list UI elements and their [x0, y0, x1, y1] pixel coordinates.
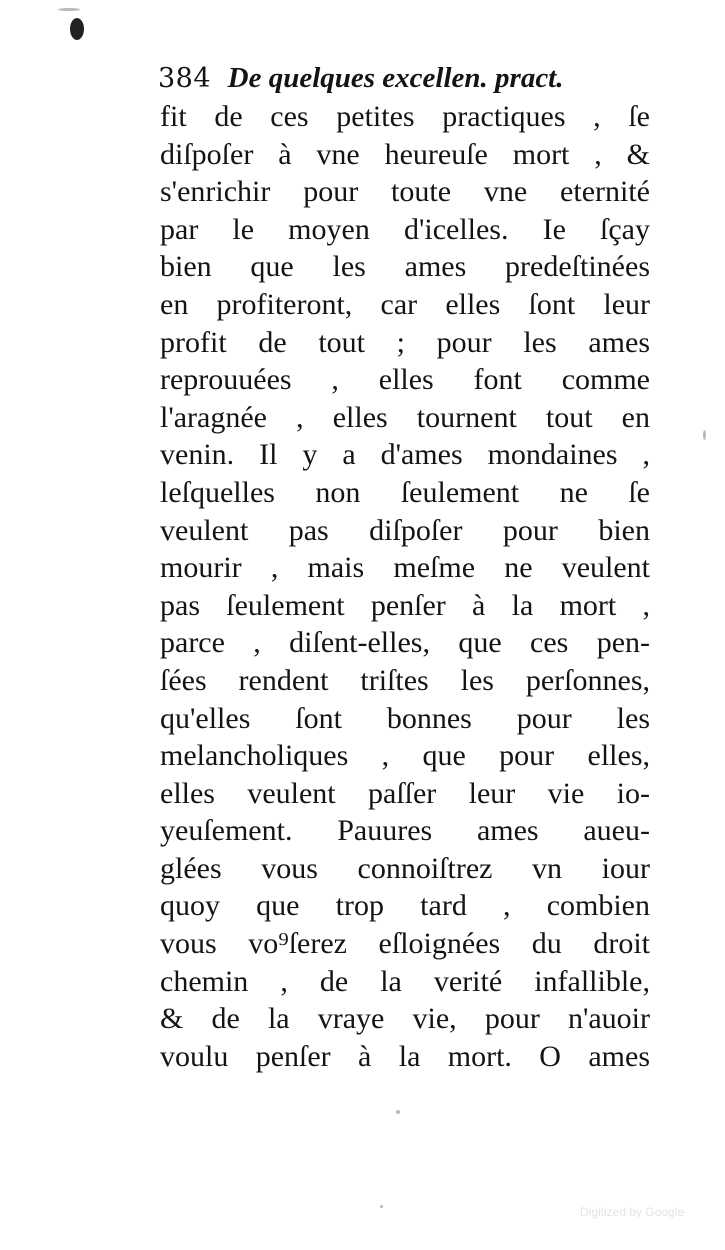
ink-smudge — [396, 1110, 400, 1114]
text-line: vous vo⁹ſerez eſloignées du droit — [160, 927, 650, 961]
ink-smudge — [380, 1205, 383, 1208]
page-number: 384 — [158, 63, 212, 94]
running-head — [158, 60, 638, 96]
text-line: quoy que trop tard , combien — [160, 889, 650, 923]
text-line: en profiteront, car elles ſont leur — [160, 287, 650, 321]
ink-blot — [70, 18, 84, 40]
text-line: l'aragnée , elles tournent tout en — [160, 400, 650, 434]
running-title: De quelques excellen. pract. — [227, 62, 564, 94]
text-line: & de la vraye vie, pour n'auoir — [160, 1002, 650, 1036]
text-line: s'enrichir pour toute vne eternité — [160, 175, 650, 209]
text-line: glées vous connoiſtrez vn iour — [160, 851, 650, 885]
ink-smudge — [58, 8, 80, 11]
text-line: qu'elles ſont bonnes pour les — [160, 701, 650, 735]
text-line: leſquelles non ſeulement ne ſe — [160, 475, 650, 509]
text-line: mourir , mais meſme ne veulent — [160, 551, 650, 585]
text-line: venin. Il y a d'ames mondaines , — [160, 438, 650, 472]
text-line: fit de ces petites practiques , ſe — [160, 100, 650, 133]
text-line: diſpoſer à vne heureuſe mort , & — [160, 137, 650, 171]
text-line: bien que les ames predeſtinées — [160, 250, 650, 284]
text-line: elles veulent paſſer leur vie io- — [160, 776, 650, 810]
text-line: par le moyen d'icelles. Ie ſçay — [160, 212, 650, 246]
body-text — [160, 98, 650, 1075]
text-line: reprouuées , elles font comme — [160, 363, 650, 397]
text-line: pas ſeulement penſer à la mort , — [160, 588, 650, 622]
text-line: ſées rendent triſtes les perſonnes, — [160, 663, 650, 697]
text-line: parce , diſent-elles, que ces pen- — [160, 626, 650, 660]
text-line: chemin , de la verité infallible, — [160, 964, 650, 998]
ink-smudge — [703, 430, 706, 440]
text-line: yeuſement. Pauures ames aueu- — [160, 814, 650, 848]
text-line: voulu penſer à la mort. O ames — [160, 1039, 650, 1073]
digitization-watermark: Digitized by Google — [580, 1205, 685, 1219]
text-line: veulent pas diſpoſer pour bien — [160, 513, 650, 547]
text-line: melancholiques , que pour elles, — [160, 739, 650, 773]
text-line: profit de tout ; pour les ames — [160, 325, 650, 359]
